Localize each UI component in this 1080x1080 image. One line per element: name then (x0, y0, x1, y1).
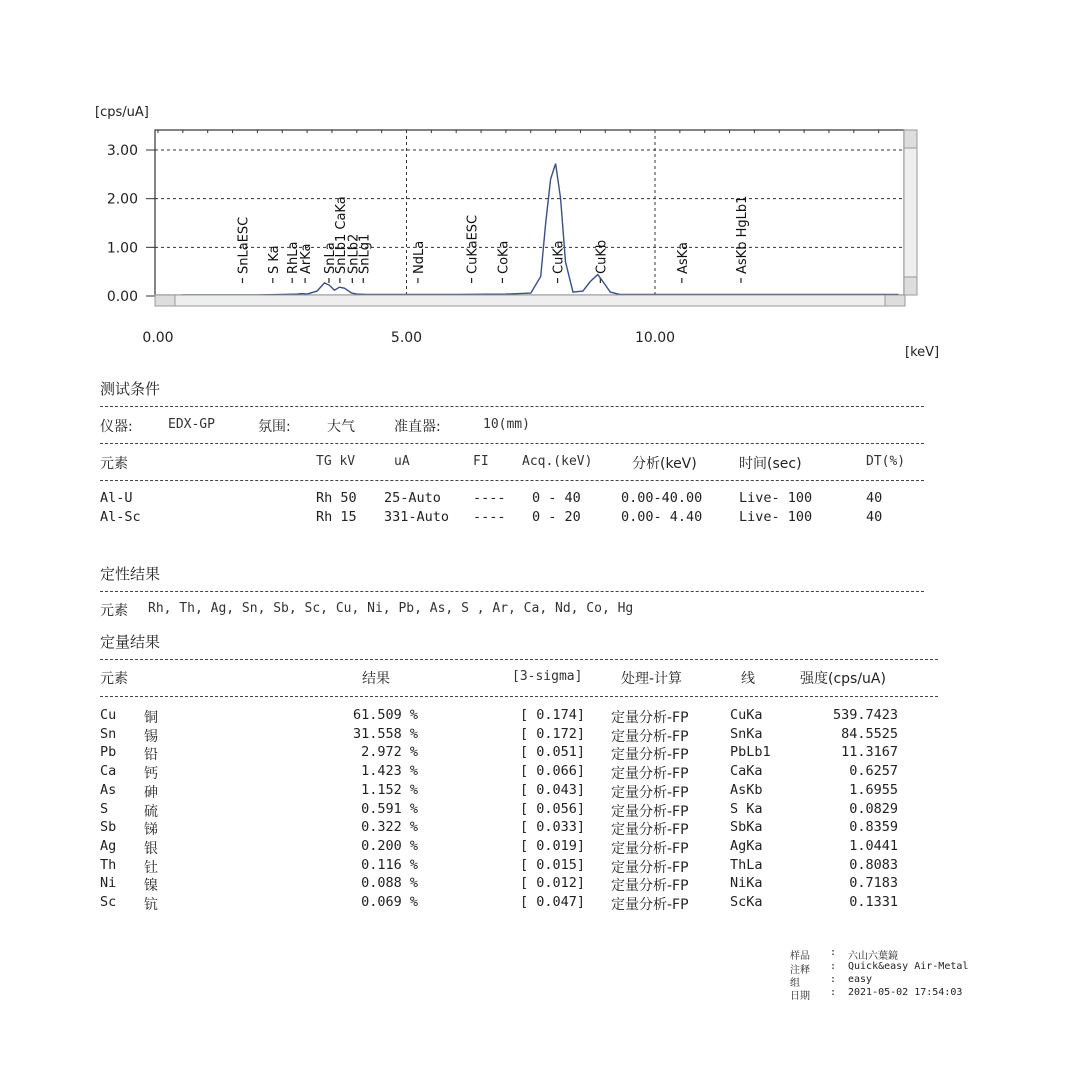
line-value: ThLa (730, 856, 763, 873)
result-value: 1.152 % (361, 781, 418, 798)
conditions-cell: Rh 50 (316, 490, 357, 506)
peak-label: AsKa (675, 242, 691, 274)
peak-label: SnLaESC (236, 216, 252, 274)
element-symbol: Ca (100, 763, 117, 780)
q-header-result: 结果 (362, 671, 390, 687)
conditions-header (100, 453, 930, 473)
q-header-intensity: 强度(cps/uA) (800, 671, 886, 687)
sigma-value: [ 0.033] (520, 819, 586, 836)
divider (100, 443, 924, 444)
y-tick-label: 1.00 (106, 240, 138, 257)
header-acq: Acq.(keV) (522, 454, 593, 469)
table-row (100, 726, 938, 744)
header-tg-kv: TG kV (316, 454, 356, 469)
y-tick-label: 0.00 (106, 289, 138, 305)
element-symbol: Th (100, 856, 117, 873)
conditions-cell: ---- (473, 490, 506, 506)
atmosphere-label: 氛围: (258, 419, 291, 435)
table-row (100, 819, 938, 837)
line-value: AgKa (730, 837, 763, 854)
peak-label: CuKa (551, 240, 567, 274)
qualitative-title: 定性结果 (100, 565, 161, 583)
y-tick-labels (107, 143, 155, 305)
result-value: 0.322 % (361, 819, 418, 836)
conditions-cell: 40 (866, 490, 883, 506)
line-value: ScKa (730, 894, 763, 910)
result-value: 0.591 % (361, 800, 418, 817)
table-row (100, 857, 938, 875)
colon: : (830, 947, 837, 958)
method-value: 定量分析-FP (611, 784, 689, 801)
element-chinese-name: 钙 (144, 766, 158, 783)
x-tick-label: 10.00 (634, 330, 676, 346)
date-label: 日期 (790, 991, 810, 1002)
result-value: 0.069 % (361, 894, 418, 910)
intensity-value: 84.5525 (841, 725, 898, 742)
result-value: 2.972 % (361, 744, 418, 761)
table-row (100, 875, 938, 893)
line-value: PbLb1 (730, 744, 771, 761)
peak-label: CoKa (496, 240, 512, 274)
intensity-value: 0.7183 (849, 875, 898, 892)
divider (100, 591, 924, 592)
colon: : (830, 987, 837, 998)
table-row (100, 782, 938, 800)
instrument-value: EDX-GP (168, 417, 215, 432)
conditions-cell: 25-Auto (384, 490, 441, 506)
line-value: SnKa (730, 725, 763, 742)
intensity-value: 1.0441 (849, 837, 898, 854)
conditions-row (100, 490, 930, 508)
peak-label: RhLa (286, 241, 302, 274)
header-element: 元素 (100, 456, 128, 472)
result-value: 1.423 % (361, 763, 418, 780)
group-value: easy (848, 974, 873, 985)
line-value: CaKa (730, 763, 763, 780)
sigma-value: [ 0.043] (520, 781, 586, 798)
intensity-value: 0.0829 (849, 800, 898, 817)
q-header-element: 元素 (100, 671, 128, 687)
element-symbol: As (100, 781, 117, 798)
element-chinese-name: 钪 (144, 897, 158, 913)
method-value: 定量分析-FP (611, 859, 689, 876)
intensity-value: 0.8359 (849, 819, 898, 836)
peak-label: ArKa (299, 243, 315, 274)
element-chinese-name: 锡 (144, 728, 158, 745)
method-value: 定量分析-FP (611, 803, 689, 820)
sigma-value: [ 0.172] (520, 725, 586, 742)
element-chinese-name: 铅 (144, 747, 158, 764)
horizontal-scrollbar-left[interactable] (155, 295, 175, 306)
method-value: 定量分析-FP (611, 710, 689, 726)
qualitative-label: 元素 (100, 603, 128, 619)
quantitative-header (100, 668, 938, 688)
note-label: 注释 (790, 965, 810, 976)
group-label: 组 (790, 978, 800, 989)
conditions-cell: 331-Auto (384, 509, 450, 525)
element-chinese-name: 锑 (144, 822, 158, 839)
peak-label: NdLa (411, 240, 427, 274)
element-chinese-name: 硫 (144, 803, 158, 820)
quantitative-title: 定量结果 (100, 633, 161, 651)
horizontal-scrollbar-right[interactable] (885, 295, 905, 306)
conditions-cell: 0 - 20 (532, 509, 581, 525)
divider (100, 406, 924, 407)
sample-label: 样品 (790, 951, 810, 962)
y-axis-label: [cps/uA] (95, 105, 149, 120)
method-value: 定量分析-FP (611, 766, 689, 783)
instrument-line (100, 416, 930, 436)
q-header-sigma: [3-sigma] (512, 669, 583, 684)
note-value: Quick&easy Air-Metal (848, 961, 969, 972)
q-header-method: 处理-计算 (621, 671, 683, 687)
sigma-value: [ 0.012] (520, 875, 586, 892)
sigma-value: [ 0.066] (520, 763, 586, 780)
method-value: 定量分析-FP (611, 897, 689, 913)
line-value: AsKb (730, 781, 763, 798)
divider (100, 659, 938, 660)
conditions-cell: Rh 15 (316, 509, 357, 525)
conditions-row (100, 509, 930, 527)
spectrum-trace (175, 164, 898, 296)
table-row (100, 744, 938, 762)
result-value: 31.558 % (352, 725, 418, 742)
header-analysis: 分析(keV) (632, 456, 697, 472)
sample-meta (790, 947, 990, 1007)
line-value: CuKa (730, 707, 763, 723)
element-chinese-name: 镍 (144, 878, 158, 895)
collimator-label: 准直器: (394, 419, 441, 435)
vertical-scrollbar[interactable] (904, 130, 917, 295)
header-ua: uA (394, 454, 410, 469)
element-symbol: Ni (100, 875, 117, 892)
intensity-value: 0.1331 (849, 894, 898, 910)
date-value: 2021-05-02 17:54:03 (848, 987, 963, 998)
conditions-cell: Al-U (100, 490, 133, 506)
method-value: 定量分析-FP (611, 747, 689, 764)
vertical-scrollbar-down[interactable] (904, 277, 917, 295)
test-conditions-title: 测试条件 (100, 380, 161, 398)
conditions-cell: ---- (473, 509, 506, 525)
y-tick-label: 2.00 (106, 191, 138, 208)
table-row (100, 801, 938, 819)
conditions-cell: 40 (866, 509, 883, 525)
method-value: 定量分析-FP (611, 878, 689, 895)
instrument-label: 仪器: (100, 419, 133, 435)
peak-label: SnLb2 (346, 233, 362, 274)
qualitative-line (100, 600, 930, 620)
x-tick-label: 5.00 (390, 330, 423, 346)
q-header-line: 线 (741, 671, 755, 687)
intensity-value: 0.6257 (849, 763, 898, 780)
method-value: 定量分析-FP (611, 728, 689, 745)
element-symbol: S (100, 800, 109, 817)
peak-label: CuKaESC (465, 214, 481, 274)
peak-label: SnLa (322, 242, 338, 274)
conditions-cell: Live- 100 (739, 490, 813, 506)
colon: : (830, 961, 837, 972)
x-axis-label: [keV] (905, 345, 940, 360)
intensity-value: 1.6955 (849, 781, 898, 798)
collimator-value: 10(mm) (483, 417, 530, 432)
peak-labels (236, 196, 749, 283)
header-fi: FI (473, 454, 489, 469)
header-time: 时间(sec) (739, 456, 802, 472)
result-value: 0.088 % (361, 875, 418, 892)
peak-label: SnLb1 CaKa (333, 196, 349, 274)
sigma-value: [ 0.015] (520, 856, 586, 873)
sigma-value: [ 0.051] (520, 744, 586, 761)
line-value: S Ka (730, 800, 763, 817)
element-symbol: Pb (100, 744, 117, 761)
method-value: 定量分析-FP (611, 840, 689, 857)
line-value: SbKa (730, 819, 763, 836)
sigma-value: [ 0.047] (520, 894, 586, 910)
result-value: 0.116 % (361, 856, 418, 873)
intensity-value: 0.8083 (849, 856, 898, 873)
table-row (100, 894, 938, 912)
line-value: NiKa (730, 875, 763, 892)
qualitative-elements: Rh, Th, Ag, Sn, Sb, Sc, Cu, Ni, Pb, As, S , Ar, Ca, Nd, Co, Hg (148, 601, 634, 616)
conditions-cell: Al-Sc (100, 509, 141, 525)
intensity-value: 539.7423 (832, 707, 898, 723)
result-value: 0.200 % (361, 837, 418, 854)
sigma-value: [ 0.056] (520, 800, 586, 817)
conditions-cell: 0 - 40 (532, 490, 581, 506)
y-tick-label: 3.00 (106, 143, 138, 159)
x-tick-labels (142, 330, 675, 346)
element-chinese-name: 钍 (144, 859, 158, 876)
element-chinese-name: 砷 (144, 784, 158, 801)
element-symbol: Ag (100, 837, 117, 854)
divider (100, 480, 924, 481)
element-symbol: Sn (100, 725, 117, 742)
conditions-cell: 0.00-40.00 (621, 490, 703, 506)
divider (100, 696, 938, 697)
conditions-cell: Live- 100 (739, 509, 813, 525)
element-symbol: Sc (100, 894, 117, 910)
x-tick-label: 0.00 (142, 330, 174, 346)
vertical-scrollbar-up[interactable] (904, 130, 917, 148)
atmosphere-value: 大气 (327, 419, 355, 435)
element-chinese-name: 铜 (144, 710, 158, 726)
sigma-value: [ 0.019] (520, 837, 586, 854)
peak-label: SnLg1 (357, 233, 373, 274)
peak-label: S Ka (266, 245, 282, 274)
element-symbol: Cu (100, 707, 117, 723)
header-dt: DT(%) (866, 454, 906, 469)
conditions-cell: 0.00- 4.40 (621, 509, 703, 525)
table-row (100, 763, 938, 781)
colon: : (830, 974, 837, 985)
element-symbol: Sb (100, 819, 117, 836)
table-row (100, 707, 938, 725)
peak-label: CuKb (594, 239, 610, 274)
horizontal-scrollbar[interactable] (155, 295, 905, 306)
result-value: 61.509 % (352, 707, 418, 723)
spectrum-chart (0, 0, 1080, 380)
element-chinese-name: 银 (144, 840, 158, 857)
peak-label: AsKb HgLb1 (734, 195, 750, 274)
sample-value: 六山六葉鏡 (848, 951, 898, 962)
sigma-value: [ 0.174] (520, 707, 586, 723)
intensity-value: 11.3167 (841, 744, 898, 761)
table-row (100, 838, 938, 856)
method-value: 定量分析-FP (611, 822, 689, 839)
